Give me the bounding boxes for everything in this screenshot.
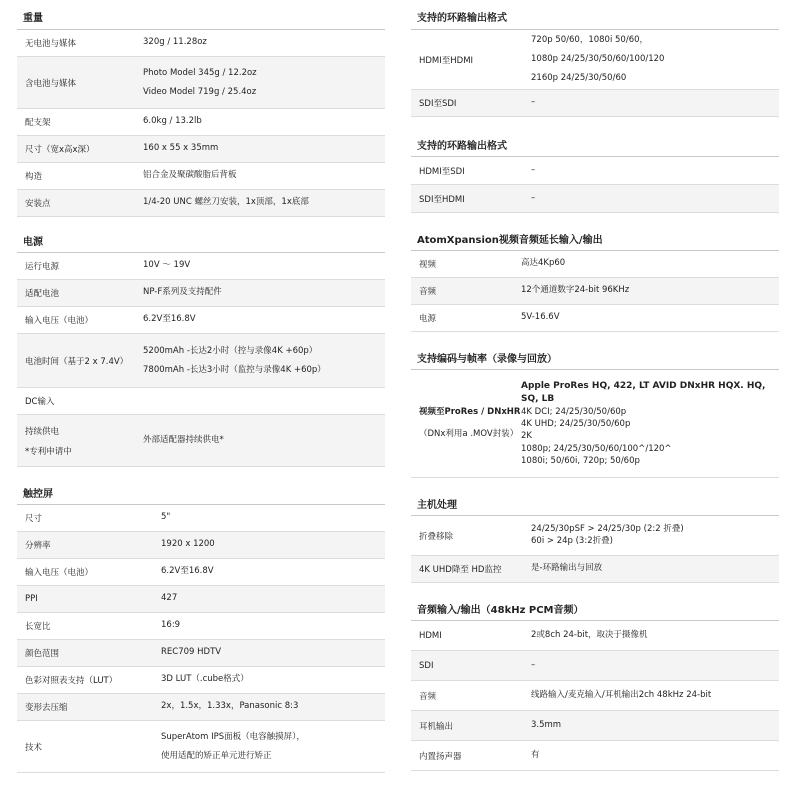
spec-key: 无电池与媒体	[25, 39, 77, 49]
codec-key: 视频至ProRes / DNxHR	[419, 406, 521, 417]
spec-value: 6.2V至16.8V	[161, 566, 214, 577]
spec-row	[17, 57, 385, 109]
spec-value: 720p 50/60，1080i 50/60，	[531, 35, 649, 46]
spec-key: HDMI至SDI	[419, 166, 465, 177]
spec-key: 颜色范围	[25, 649, 60, 659]
spec-value: 1920 x 1200	[161, 539, 215, 550]
spec-value: 5"	[161, 512, 171, 523]
spec-value: –	[531, 97, 536, 108]
spec-key: 电源	[419, 314, 437, 324]
spec-value: NP-F系列及支持配件	[143, 287, 222, 298]
spec-row	[17, 190, 385, 217]
spec-row	[17, 307, 385, 334]
spec-value: Photo Model 345g / 12.2oz	[143, 67, 257, 78]
spec-value: 1/4-20 UNC 螺丝刀安装，1x顶部，1x底部	[143, 197, 309, 208]
spec-value: 1080p 24/25/30/50/60/100/120	[531, 54, 665, 65]
spec-value: 5V-16.6V	[521, 312, 560, 323]
spec-row	[411, 90, 779, 117]
spec-key: 适配电池	[25, 289, 60, 299]
spec-row	[17, 586, 385, 613]
section-power	[17, 225, 385, 467]
spec-row	[411, 621, 779, 651]
codec-row	[411, 370, 779, 478]
codec-value: 4K UHD; 24/25/30/50/60p	[521, 419, 631, 430]
section-title: 触控屏	[17, 477, 385, 505]
section-host-processing	[411, 488, 779, 583]
spec-key: DC输入	[25, 397, 55, 407]
spec-value: 6.0kg / 13.2lb	[143, 116, 202, 127]
spec-key: SDI至HDMI	[419, 194, 465, 205]
spec-row	[411, 651, 779, 681]
spec-value: 3.5mm	[531, 719, 562, 730]
spec-value: 6.2V至16.8V	[143, 314, 196, 325]
spec-value: 320g / 11.28oz	[143, 37, 207, 48]
spec-row	[17, 721, 385, 773]
codec-key-note: （DNx利用a .MOV封装）	[419, 428, 519, 439]
spec-row	[17, 136, 385, 163]
spec-row	[411, 711, 779, 741]
spec-row	[17, 667, 385, 694]
spec-row	[17, 388, 385, 415]
codec-value: 1080i; 50/60i, 720p; 50/60p	[521, 456, 640, 467]
section-title: 主机处理	[411, 488, 779, 516]
section-codec	[411, 342, 779, 478]
spec-key: SDI	[419, 660, 434, 671]
spec-value: Video Model 719g / 25.4oz	[143, 86, 257, 97]
spec-value: –	[531, 659, 536, 670]
spec-key: 折叠移除	[419, 531, 454, 542]
spec-value: 16:9	[161, 620, 181, 631]
spec-row	[17, 30, 385, 57]
spec-value: REC709 HDTV	[161, 647, 222, 658]
spec-row	[17, 415, 385, 467]
spec-key: 安装点	[25, 199, 51, 209]
spec-value: 铝合金及聚碳酸脂后背板	[143, 170, 237, 181]
section-loop-output-1	[411, 0, 779, 117]
spec-key: 4K UHD降至 HD监控	[419, 565, 502, 575]
left-column	[17, 0, 385, 773]
spec-value: 160 x 55 x 35mm	[143, 143, 219, 154]
spec-value: 2160p 24/25/30/50/60	[531, 72, 627, 83]
spec-row	[17, 253, 385, 280]
spec-value: 2x，1.5x，1.33x，Panasonic 8:3	[161, 701, 299, 712]
spec-key: 技术	[25, 742, 43, 753]
spec-row	[411, 516, 779, 556]
spec-value: 427	[161, 593, 178, 604]
spec-value: 高达4Kp60	[521, 258, 566, 269]
spec-key: 构造	[25, 172, 43, 182]
spec-key-note: *专利申请中	[25, 446, 72, 457]
spec-row	[411, 30, 779, 90]
spec-key: 运行电源	[25, 262, 60, 272]
spec-value: 有	[531, 749, 540, 760]
spec-row	[17, 559, 385, 586]
right-column	[411, 0, 779, 771]
spec-value: 5200mAh -长达2小时（控与录像4K +60p）	[143, 345, 318, 356]
spec-key: SDI至SDI	[419, 99, 457, 109]
spec-value: 12个通道数字24-bit 96KHz	[521, 285, 630, 296]
spec-key: 输入电压（电池）	[25, 568, 94, 578]
spec-key: 分辨率	[25, 541, 51, 551]
spec-value: 使用适配的矫正单元进行矫正	[161, 750, 272, 761]
spec-value: –	[531, 192, 536, 203]
spec-key: HDMI至HDMI	[419, 55, 474, 66]
spec-row	[17, 334, 385, 388]
section-title: 支持编码与帧率（录像与回放）	[411, 342, 779, 370]
spec-row	[17, 109, 385, 136]
spec-key: 音频	[419, 691, 437, 702]
spec-key: PPI	[25, 594, 38, 604]
spec-key: 长宽比	[25, 622, 51, 632]
spec-value: 7800mAh -长达3小时（监控与录像4K +60p）	[143, 364, 326, 375]
spec-value: SuperAtom IPS面板（电容触摸屏），	[161, 731, 305, 742]
spec-key: 配支架	[25, 118, 51, 128]
spec-key: 输入电压（电池）	[25, 316, 94, 326]
spec-row	[17, 640, 385, 667]
spec-key: HDMI	[419, 630, 442, 641]
spec-value: 3D LUT（.cube格式）	[161, 674, 249, 685]
codec-value: 2K	[521, 431, 532, 442]
spec-value: 线路输入/麦克输入/耳机输出2ch 48kHz 24-bit	[531, 689, 712, 700]
section-weight	[17, 0, 385, 217]
codec-value: 1080p; 24/25/30/50/60/100^/120^	[521, 443, 672, 454]
spec-row	[17, 505, 385, 532]
spec-key: 音频	[419, 287, 437, 297]
spec-key: 色彩对照表支持（LUT）	[25, 676, 118, 686]
spec-row	[411, 157, 779, 185]
spec-row	[17, 613, 385, 640]
section-title: 支持的环路输出格式	[411, 0, 779, 30]
spec-key: 内置扬声器	[419, 751, 462, 762]
section-title: 重量	[17, 0, 385, 30]
spec-value: 24/25/30pSF > 24/25/30p (2:2 折叠)	[531, 523, 684, 534]
section-atomxpansion	[411, 223, 779, 332]
spec-key: 持续供电	[25, 426, 60, 437]
spec-row	[17, 694, 385, 721]
spec-value: 10V ～ 19V	[143, 260, 191, 271]
spec-key: 视频	[419, 260, 437, 270]
spec-key: 尺寸（宽x高x深）	[25, 145, 95, 155]
spec-row	[411, 556, 779, 583]
spec-row	[411, 185, 779, 213]
spec-row	[17, 532, 385, 559]
section-audio-io	[411, 593, 779, 771]
spec-value: 是-环路输出与回放	[531, 563, 603, 574]
spec-row	[411, 681, 779, 711]
section-touchscreen	[17, 477, 385, 773]
spec-key: 变形去压缩	[25, 703, 68, 713]
spec-row	[17, 280, 385, 307]
spec-row	[411, 741, 779, 771]
section-title: 电源	[17, 225, 385, 253]
spec-row	[411, 305, 779, 332]
section-title: AtomXpansion视频音频延长输入/输出	[411, 223, 779, 251]
section-loop-output-2	[411, 129, 779, 213]
spec-row	[411, 251, 779, 278]
codec-formats: Apple ProRes HQ, 422, LT AVID DNxHR HQX. HQ, SQ, LB	[521, 380, 766, 404]
spec-value: 2或8ch 24-bit，取决于摄像机	[531, 629, 648, 640]
spec-key: 含电池与媒体	[25, 78, 77, 89]
section-title: 音频输入/输出（48kHz PCM音频）	[411, 593, 779, 621]
spec-value: 外部适配器持续供电*	[143, 434, 224, 445]
spec-row	[411, 278, 779, 305]
spec-key: 电池时间（基于2 x 7.4V）	[25, 356, 129, 367]
spec-key: 耳机输出	[419, 721, 454, 732]
spec-value: –	[531, 164, 536, 175]
spec-row	[17, 163, 385, 190]
spec-key: 尺寸	[25, 514, 43, 524]
spec-value: 60i > 24p (3:2折叠)	[531, 535, 613, 546]
section-title: 支持的环路输出格式	[411, 129, 779, 157]
codec-value: 4K DCI; 24/25/30/50/60p	[521, 406, 627, 417]
